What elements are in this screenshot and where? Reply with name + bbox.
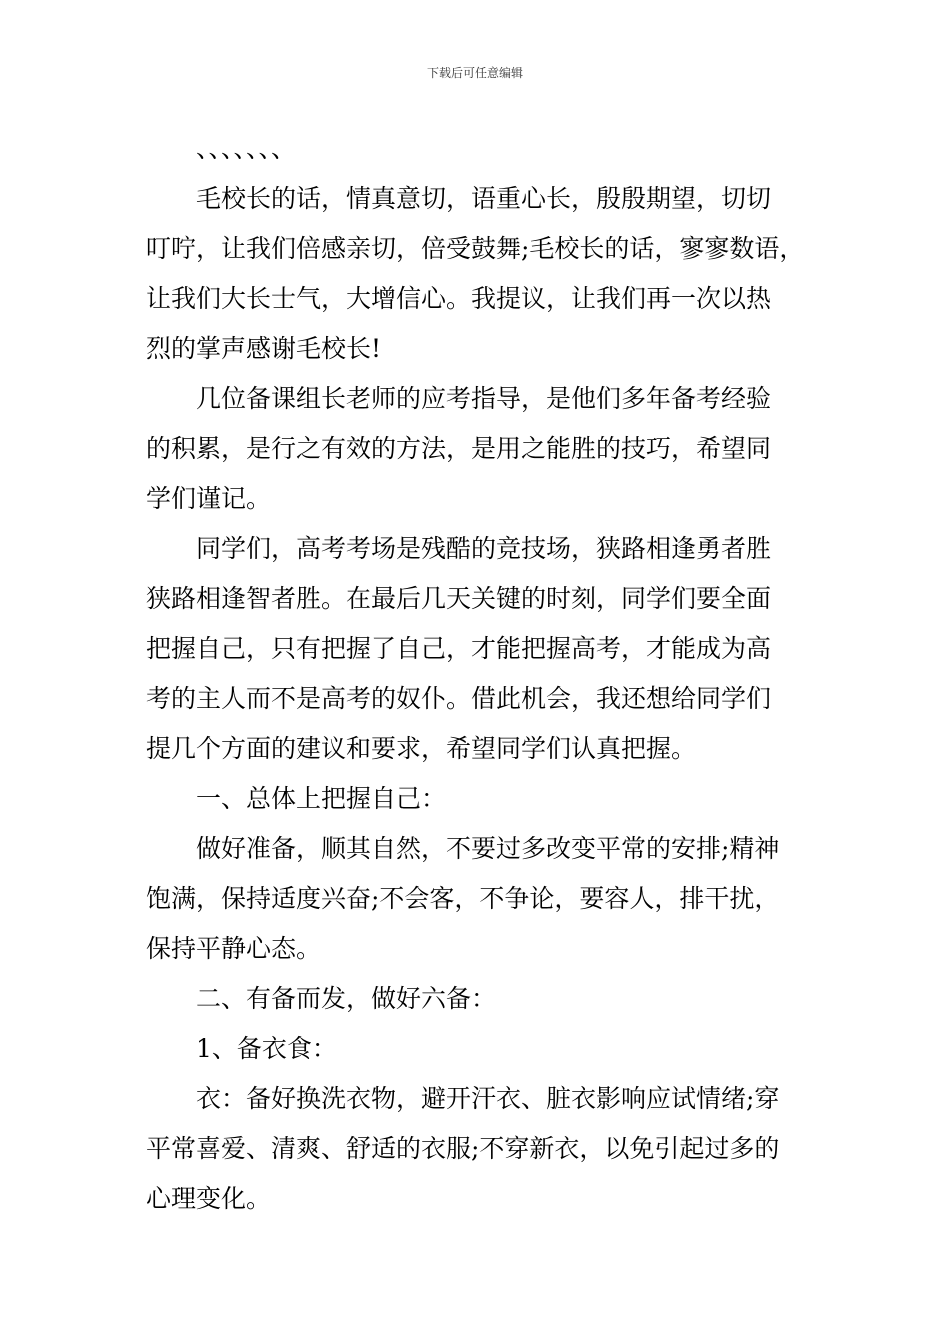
text-line: 让我们大长士气，大增信心。我提议，让我们再一次以热 [146,284,772,313]
text-line: 考的主人而不是高考的奴仆。借此机会，我还想给同学们 [146,684,772,713]
text-line: 、、、、、、、 [196,134,297,163]
text-line: 做好准备，顺其自然，不要过多改变平常的安排;精神 [196,834,780,863]
text-line: 烈的掌声感谢毛校长! [146,334,382,363]
text-line: 几位备课组长老师的应考指导，是他们多年备考经验 [196,384,772,413]
text-line: 叮咛，让我们倍感亲切，倍受鼓舞;毛校长的话，寥寥数语， [146,234,805,263]
text-line: 的积累，是行之有效的方法，是用之能胜的技巧，希望同 [146,434,772,463]
text-line: 同学们，高考考场是残酷的竞技场，狭路相逢勇者胜 [196,534,772,563]
text-line: 二、有备而发，做好六备： [196,984,497,1013]
text-line: 毛校长的话，情真意切，语重心长，殷殷期望，切切 [196,184,772,213]
page-header: 下载后可任意编辑 [426,66,523,80]
text-line: 衣：备好换洗衣物，避开汗衣、脏衣影响应试情绪;穿 [196,1084,780,1113]
text-line: 平常喜爱、清爽、舒适的衣服;不穿新衣，以免引起过多的 [146,1134,780,1163]
document-body [146,124,836,1224]
text-line: 一、总体上把握自己： [196,784,447,813]
text-line: 保持平静心态。 [146,934,322,963]
text-line: 1、备衣食： [196,1034,337,1063]
text-line: 学们谨记。 [146,484,272,513]
text-line: 把握自己，只有把握了自己，才能把握高考，才能成为高 [146,634,772,663]
text-line: 心理变化。 [146,1184,272,1213]
text-line: 狭路相逢智者胜。在最后几天关键的时刻，同学们要全面 [146,584,772,613]
text-line: 饱满，保持适度兴奋;不会客，不争论，要容人，排干扰， [146,884,780,913]
text-line: 提几个方面的建议和要求，希望同学们认真把握。 [146,734,697,763]
